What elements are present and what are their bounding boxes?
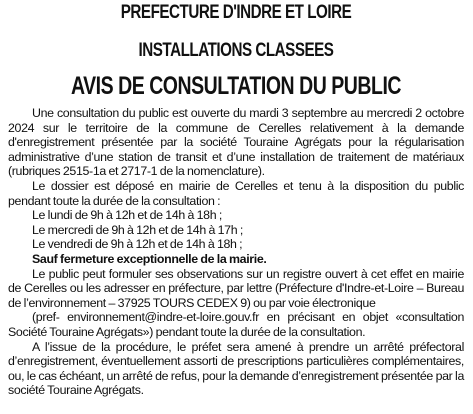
opening-hours-list xyxy=(8,208,464,252)
outcome-paragraph: A l’issue de la procédure, le préfet sera amené à prendre un arrêté préfectoral d’enregistrement, éventuellement assorti de prescriptions particulières complémentaires, ou, le cas échéant, un arrêté de refus, pour la demande d’enregistrement présentée par la société Touraine Agrégats. xyxy=(8,339,464,398)
hours-wednesday: Le mercredi de 9h à 12h et de 14h à 17h ; xyxy=(32,222,243,237)
closure-notice: Sauf fermeture exceptionnelle de la mairie. xyxy=(32,251,267,266)
prefecture-heading: PREFECTURE D'INDRE ET LOIRE xyxy=(120,2,352,23)
notice-body xyxy=(8,106,464,398)
hours-monday: Le lundi de 9h à 12h et de 14h à 18h ; xyxy=(32,208,222,223)
installations-heading: INSTALLATIONS CLASSEES xyxy=(138,40,334,61)
dossier-paragraph: Le dossier est déposé en mairie de Cerelles et tenu à la disposition du public pendant toute la durée de la consultation : xyxy=(8,178,464,208)
consultation-paragraph: Une consultation du public est ouverte du mardi 3 septembre au mercredi 2 octobre 2024 sur le territoire de la commune de Cerelles relativement à la demande d'enregistrement présentée par la société Touraine Agrégats pour la régularisation administrative d’une station de transit et d’une installation de traitement de matériaux (rubriques 2515-1a et 2717-1 de la nomenclature). xyxy=(8,106,464,179)
notice-title: AVIS DE CONSULTATION DU PUBLIC xyxy=(70,72,402,100)
hours-friday: Le vendredi de 9h à 12h et de 14h à 18h ; xyxy=(32,237,243,252)
email-paragraph: (pref- environnement@indre-et-loire.gouv.fr en précisant en objet «consultation Société Touraine Agrégats») pendant toute la durée de la consultation. xyxy=(8,310,464,339)
observations-paragraph: Le public peut formuler ses observations sur un registre ouvert à cet effet en mairie de Cerelles ou les adresser en préfecture, par lettre (Préfecture d'Indre-et-Loire – Bureau de l’environnement – 37925 TOURS CEDEX 9) ou par voie électronique xyxy=(8,266,464,310)
